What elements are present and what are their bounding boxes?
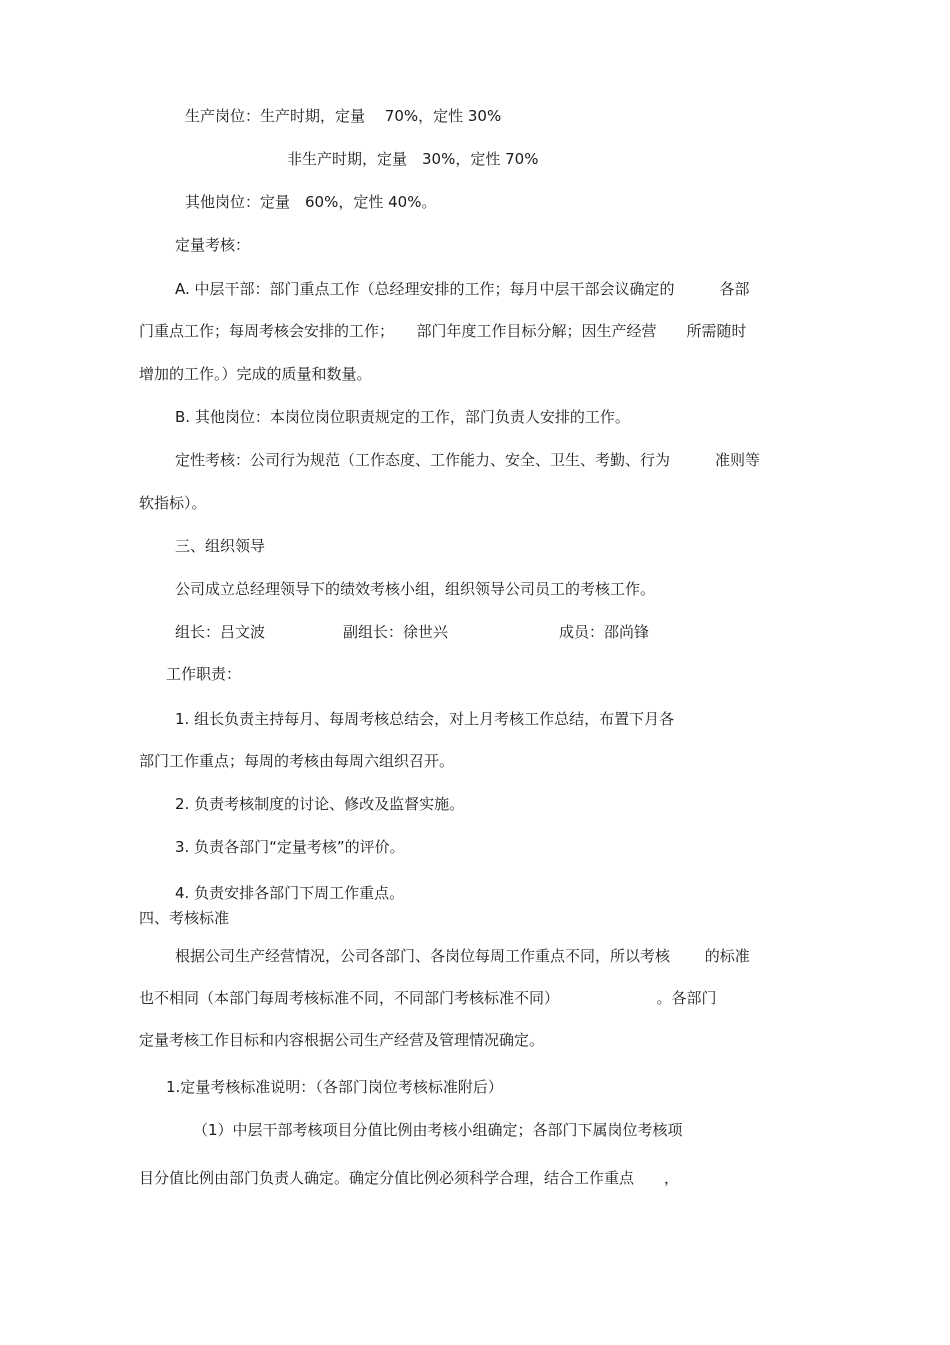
text-line: 生产岗位：生产时期，定量 70%，定性 30% xyxy=(185,107,502,125)
text-line: 4. 负责安排各部门下周工作重点。 xyxy=(175,884,405,902)
text-line: 3. 负责各部门“定量考核”的评价。 xyxy=(175,838,405,856)
text-line: 1.定量考核标准说明：（各部门岗位考核标准附后） xyxy=(166,1078,503,1096)
text-line: （1）中层干部考核项目分值比例由考核小组确定；各部门下属岗位考核项 xyxy=(193,1121,683,1139)
text-line: 非生产时期，定量 30%，定性 70% xyxy=(287,150,539,168)
text-line: 目分值比例由部门负责人确定。确定分值比例必须科学合理，结合工作重点 ， xyxy=(139,1169,680,1187)
text-line: 工作职责： xyxy=(166,665,242,683)
text-line: 定量考核： xyxy=(175,236,251,254)
text-line: 软指标）。 xyxy=(139,494,207,512)
section-heading: 四、考核标准 xyxy=(139,909,230,927)
text-line: B. 其他岗位：本岗位岗位职责规定的工作，部门负责人安排的工作。 xyxy=(175,408,630,426)
section-heading: 三、组织领导 xyxy=(175,537,266,555)
text-line: 部门工作重点；每周的考核由每周六组织召开。 xyxy=(139,752,455,770)
text-line: 1. 组长负责主持每月、每周考核总结会，对上月考核工作总结，布置下月各 xyxy=(175,710,675,728)
deputy-leader: 副组长：徐世兴 xyxy=(343,623,449,641)
text-line: A. 中层干部：部门重点工作（总经理安排的工作；每月中层干部会议确定的 各部 xyxy=(175,280,750,298)
text-line: 定量考核工作目标和内容根据公司生产经营及管理情况确定。 xyxy=(139,1031,545,1049)
group-leader: 组长：吕文波 xyxy=(175,623,266,641)
group-member: 成员：邵尚锋 xyxy=(559,623,650,641)
text-line: 公司成立总经理领导下的绩效考核小组，组织领导公司员工的考核工作。 xyxy=(175,580,656,598)
text-line: 2. 负责考核制度的讨论、修改及监督实施。 xyxy=(175,795,465,813)
text-line: 也不相同（本部门每周考核标准不同，不同部门考核标准不同） 。各部门 xyxy=(139,989,717,1007)
text-line: 其他岗位：定量 60%，定性 40%。 xyxy=(185,193,437,211)
text-line: 增加的工作。）完成的质量和数量。 xyxy=(139,365,372,383)
text-line: 定性考核：公司行为规范（工作态度、工作能力、安全、卫生、考勤、行为 准则等 xyxy=(175,451,761,469)
text-line: 根据公司生产经营情况，公司各部门、各岗位每周工作重点不同，所以考核 的标准 xyxy=(175,947,750,965)
text-line: 门重点工作；每周考核会安排的工作； 部门年度工作目标分解；因生产经营 所需随时 xyxy=(139,322,747,340)
